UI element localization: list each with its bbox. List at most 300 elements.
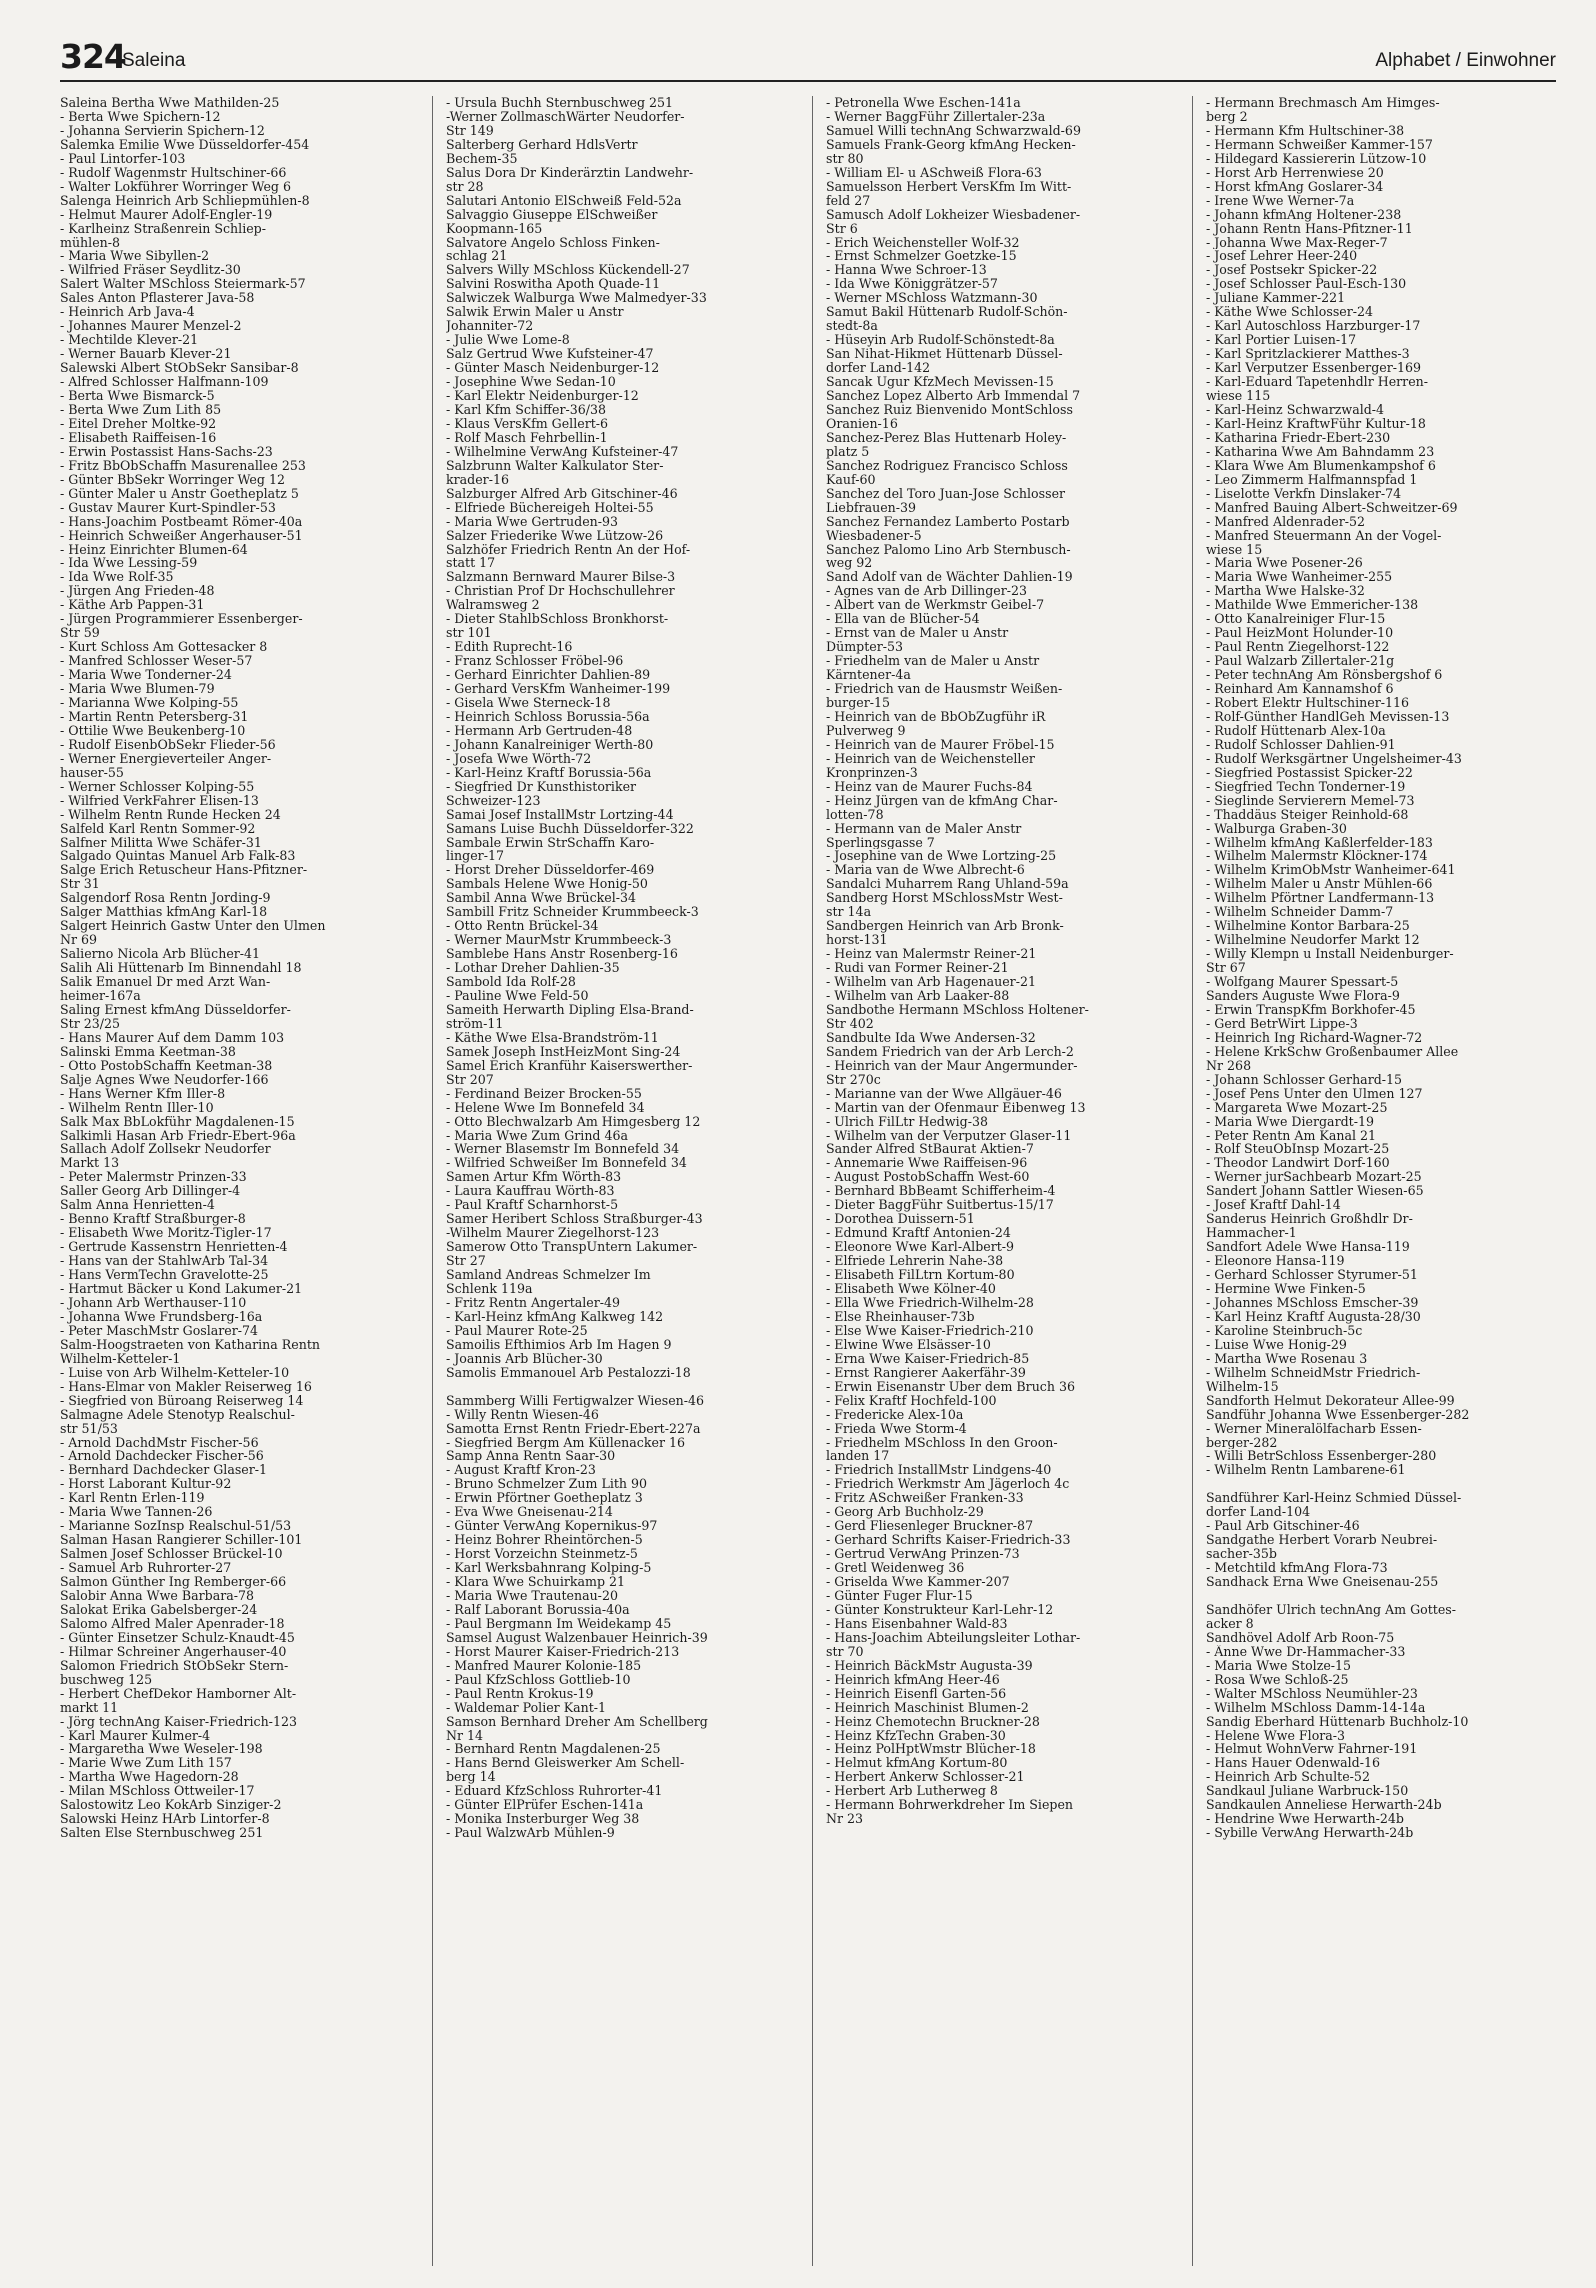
directory-entry: - Johann kfmAng Holtener-238: [1206, 207, 1402, 222]
directory-entry: Str 23/25: [60, 1016, 121, 1031]
directory-entry: - Hans VermTechn Gravelotte-25: [60, 1268, 269, 1283]
directory-entry: - Ernst van de Maler u Anstr: [826, 626, 1009, 641]
directory-entry: Samek Joseph InstHeizMont Sing-24: [446, 1044, 681, 1059]
directory-entry: - Klaus VersKfm Gellert-6: [446, 416, 609, 431]
directory-entry: Samoilis Efthimios Arb Im Hagen 9: [446, 1337, 672, 1352]
directory-entry: - Edith Ruprecht-16: [446, 640, 573, 655]
directory-entry: Salwik Erwin Maler u Anstr: [446, 305, 624, 320]
directory-entry: Sambale Erwin StrSchaffn Karo-: [446, 835, 655, 850]
directory-entry: - Thaddäus Steiger Reinhold-68: [1206, 807, 1409, 822]
directory-entry: Samel Erich Kranführ Kaiserswerther-: [446, 1058, 693, 1073]
directory-entry: - Lothar Dreher Dahlien-35: [446, 961, 620, 976]
directory-entry: - Rudolf Werksgärtner Ungelsheimer-43: [1206, 751, 1462, 766]
directory-entry: Sambold Ida Rolf-28: [446, 975, 576, 989]
directory-entry: Salostowitz Leo KokArb Sinziger-2: [60, 1798, 282, 1813]
directory-entry: - Helene Wwe Im Bonnefeld 34: [446, 1100, 645, 1115]
page-header: [60, 38, 1556, 82]
directory-entry: - Ernst Schmelzer Goetzke-15: [826, 249, 1017, 264]
directory-entry: - Karl Portier Luisen-17: [1206, 333, 1357, 348]
directory-entry: Sandbergen Heinrich van Arb Bronk-: [826, 919, 1064, 934]
directory-entry: - Rolf Masch Fehrbellin-1: [446, 430, 608, 445]
directory-entry: - Karl Heinz Kraftf Augusta-28/30: [1206, 1309, 1421, 1324]
directory-entry: - Hermann Schweißer Kammer-157: [1206, 137, 1433, 152]
directory-entry: - Günter Masch Neidenburger-12: [446, 361, 660, 376]
directory-entry: Samusch Adolf Lokheizer Wiesbadener-: [826, 207, 1081, 222]
directory-entry: Schweizer-123: [446, 793, 541, 808]
directory-entry: Sanchez del Toro Juan-Jose Schlosser: [826, 486, 1066, 501]
directory-entry: - Else Wwe Kaiser-Friedrich-210: [826, 1323, 1034, 1338]
directory-entry: - Manfred Aldenrader-52: [1206, 514, 1366, 529]
directory-entry: - Sieglinde Servierern Memel-73: [1206, 793, 1415, 808]
directory-entry: Johanniter-72: [446, 319, 534, 334]
directory-entry: - Wilhelm Rentn Lambarene-61: [1206, 1463, 1406, 1478]
column-divider: [1192, 96, 1193, 2266]
directory-entry: Hammacher-1: [1206, 1226, 1297, 1241]
directory-entry: - Karl Werksbahnrang Kolping-5: [446, 1561, 652, 1576]
directory-entry: Sandhack Erna Wwe Gneisenau-255: [1206, 1575, 1439, 1589]
directory-entry: - Bernhard Dachdecker Glaser-1: [60, 1463, 268, 1478]
directory-entry: - Heinz PolHptWmstr Blücher-18: [826, 1742, 1036, 1757]
directory-entry: San Nihat-Hikmet Hüttenarb Düssel-: [826, 347, 1063, 362]
directory-entry: - Hans Hauer Odenwald-16: [1206, 1756, 1381, 1771]
directory-entry: Sandhöfer Ulrich technAng Am Gottes-: [1206, 1602, 1457, 1617]
directory-entry: - Werner Mineralölfacharb Essen-: [1206, 1421, 1422, 1436]
page-number: 324: [60, 37, 126, 76]
column-4: [1206, 96, 1561, 2266]
directory-entry: - Robert Elektr Hultschiner-116: [1206, 695, 1410, 710]
directory-entry: - Ida Wwe Lessing-59: [60, 556, 198, 571]
directory-entry: Wilhelm-Ketteler-1: [60, 1351, 181, 1366]
directory-entry: - Eitel Dreher Moltke-92: [60, 416, 217, 431]
directory-entry: lotten-78: [826, 807, 884, 822]
directory-entry: - Mathilde Wwe Emmericher-138: [1206, 598, 1419, 613]
directory-entry: - Reinhard Am Kannamshof 6: [1206, 682, 1394, 696]
directory-entry: sacher-35b: [1206, 1547, 1277, 1562]
directory-entry: - Gerd Fliesenleger Bruckner-87: [826, 1519, 1034, 1534]
directory-entry: - Heinrich Schloss Borussia-56a: [446, 709, 650, 724]
directory-entry: Saling Ernest kfmAng Düsseldorfer-: [60, 1002, 291, 1017]
directory-entry: str 14a: [826, 905, 872, 920]
directory-entry: - Wilhelm van Arb Hagenauer-21: [826, 975, 1036, 989]
directory-entry: - Herbert ChefDekor Hamborner Alt-: [60, 1686, 297, 1701]
directory-entry: Salenga Heinrich Arb Schliepmühlen-8: [60, 193, 310, 208]
directory-entry: - Christian Prof Dr Hochschullehrer: [446, 584, 675, 599]
directory-entry: - Werner Schlosser Kolping-55: [60, 779, 255, 794]
directory-entry: Salgado Quintas Manuel Arb Falk-83: [60, 849, 296, 864]
directory-entry: Nr 268: [1206, 1058, 1252, 1073]
directory-entry: - Paul Walzarb Zillertaler-21g: [1206, 654, 1395, 669]
directory-entry: Salus Dora Dr Kinderärztin Landwehr-: [446, 165, 694, 180]
directory-entry: Koopmann-165: [446, 221, 543, 236]
directory-entry: ström-11: [446, 1016, 504, 1031]
directory-entry: - Paul Maurer Rote-25: [446, 1323, 588, 1338]
directory-entry: Samai Josef InstallMstr Lortzing-44: [446, 807, 674, 822]
directory-entry: - Benno Kraftf Straßburger-8: [60, 1212, 246, 1227]
directory-entry: - Marianne SozInsp Realschul-51/53: [60, 1519, 292, 1534]
directory-entry: - Marianna Wwe Kolping-55: [60, 695, 239, 710]
directory-entry: - Maria Wwe Stolze-15: [1206, 1658, 1352, 1673]
directory-entry: - Arnold Dachdecker Fischer-56: [60, 1449, 264, 1464]
directory-entry: - Werner jurSachbearb Mozart-25: [1206, 1170, 1422, 1185]
directory-entry: - Rudolf Hüttenarb Alex-10a: [1206, 723, 1386, 738]
directory-entry: Kronprinzen-3: [826, 765, 918, 780]
directory-entry: Salger Matthias kfmAng Karl-18: [60, 905, 268, 920]
directory-entry: - Erwin Eisenanstr Über dem Bruch 36: [826, 1379, 1075, 1394]
directory-entry: - Rudolf Wagenmstr Hultschiner-66: [60, 165, 287, 180]
directory-entry: - Karl Maurer Kulmer-4: [60, 1728, 211, 1743]
directory-entry: - Hermann Brechmasch Am Himges-: [1206, 96, 1440, 110]
directory-entry: [446, 1380, 801, 1394]
directory-entry: Samuelsson Herbert VersKfm Im Witt-: [826, 179, 1072, 194]
directory-entry: Sambill Fritz Schneider Krummbeeck-3: [446, 905, 699, 920]
directory-entry: Str 27: [446, 1254, 486, 1269]
directory-entry: - Helene KrkSchw Großenbaumer Allee: [1206, 1044, 1459, 1059]
directory-entry: - Eleonore Hansa-119: [1206, 1254, 1345, 1269]
directory-entry: - Maria Wwe Tannen-26: [60, 1505, 213, 1520]
directory-entry: Sandkaulen Anneliese Herwarth-24b: [1206, 1798, 1442, 1813]
directory-entry: Sand Adolf van de Wächter Dahlien-19: [826, 570, 1073, 585]
directory-entry: - Martha Wwe Hagedorn-28: [60, 1770, 239, 1785]
directory-entry: Salje Agnes Wwe Neudorfer-166: [60, 1072, 269, 1087]
directory-entry: Samer Heribert Schloss Straßburger-43: [446, 1212, 703, 1227]
directory-entry: Samuel Willi technAng Schwarzwald-69: [826, 123, 1081, 138]
directory-entry: - Günter Maler u Anstr Goetheplatz 5: [60, 486, 299, 501]
directory-entry: - Ferdinand Beizer Brocken-55: [446, 1086, 642, 1101]
directory-entry: Salomon Friedrich StObSekr Stern-: [60, 1658, 289, 1673]
directory-entry: - Manfred Maurer Kolonie-185: [446, 1658, 642, 1673]
section-title: Alphabet / Einwohner: [1375, 50, 1556, 71]
directory-entry: - Wilhelm kfmAng Kaßlerfelder-183: [1206, 835, 1433, 850]
directory-entry: str 28: [446, 179, 484, 194]
directory-entry: - Felix Kraftf Hochfeld-100: [826, 1393, 997, 1408]
directory-entry: linger-17: [446, 849, 504, 864]
directory-entry: - Heinrich Eisenfl Garten-56: [826, 1686, 1007, 1701]
directory-entry: - Paul Rentn Krokus-19: [446, 1686, 594, 1701]
directory-entry: Salk Max BbLokführ Magdalenen-15: [60, 1114, 295, 1129]
directory-entry: - Paul Kraftf Scharnhorst-5: [446, 1198, 619, 1213]
directory-entry: Sameith Herwarth Dipling Elsa-Brand-: [446, 1002, 694, 1017]
directory-entry: Sandkaul Juliane Warbruck-150: [1206, 1784, 1409, 1799]
directory-entry: - Kurt Schloss Am Gottesacker 8: [60, 640, 268, 655]
directory-entry: - Albert van de Werkmstr Geibel-7: [826, 598, 1045, 613]
directory-entry: - Josef Schlosser Paul-Esch-130: [1206, 277, 1407, 292]
directory-entry: Sanders Auguste Wwe Flora-9: [1206, 989, 1400, 1003]
directory-entry: - Heinrich kfmAng Heer-46: [826, 1672, 1000, 1687]
directory-entry: Kärntener-4a: [826, 668, 911, 683]
directory-entry: - Otto Blechwalzarb Am Himgesberg 12: [446, 1114, 701, 1129]
directory-entry: Salfner Militta Wwe Schäfer-31: [60, 835, 262, 850]
directory-entry: - Wilhelm Malermstr Klöckner-174: [1206, 849, 1428, 864]
directory-entry: - Bernhard Rentn Magdalenen-25: [446, 1742, 661, 1757]
directory-entry: Salih Ali Hüttenarb Im Binnendahl 18: [60, 961, 302, 976]
directory-entry: burger-15: [826, 695, 891, 710]
directory-entry: - Werner BaggFühr Zillertaler-23a: [826, 109, 1046, 124]
directory-entry: horst-131: [826, 933, 888, 948]
directory-entry: - Agnes van de Arb Dillinger-23: [826, 584, 1028, 599]
directory-entry: - Siegfried Dr Kunsthistoriker: [446, 779, 637, 794]
directory-entry: - Arnold DachdMstr Fischer-56: [60, 1435, 259, 1450]
directory-entry: - Eduard KfzSchloss Ruhrorter-41: [446, 1784, 663, 1799]
directory-entry: Samerow Otto TranspUntern Lakumer-: [446, 1240, 698, 1255]
directory-entry: stedt-8a: [826, 319, 878, 334]
directory-entry: - Hans-Joachim Abteilungsleiter Lothar-: [826, 1630, 1081, 1645]
directory-entry: - Katharina Friedr-Ebert-230: [1206, 430, 1391, 445]
directory-entry: Samans Luise Buchh Düsseldorfer-322: [446, 821, 694, 836]
directory-entry: - Johanna Servierin Spichern-12: [60, 123, 265, 138]
directory-entry: - Paul Bergmann Im Weidekamp 45: [446, 1616, 672, 1631]
directory-entry: - Günter BbSekr Worringer Weg 12: [60, 472, 285, 487]
directory-entry: - Ulrich FilLtr Hedwig-38: [826, 1114, 989, 1129]
directory-entry: - Gerd BetrWirt Lippe-3: [1206, 1016, 1358, 1031]
directory-entry: - Martin Rentn Petersberg-31: [60, 709, 249, 724]
directory-entry: Sperlingsgasse 7: [826, 835, 935, 850]
directory-entry: - Dieter BaggFühr Suitbertus-15/17: [826, 1198, 1054, 1213]
directory-entry: Saller Georg Arb Dillinger-4: [60, 1184, 241, 1199]
directory-entry: str 101: [446, 626, 492, 641]
directory-entry: Salowski Heinz HArb Lintorfer-8: [60, 1812, 270, 1827]
directory-entry: Samen Artur Kfm Wörth-83: [446, 1170, 622, 1185]
directory-entry: - Horst Arb Herrenwiese 20: [1206, 165, 1384, 180]
directory-entry: - Martha Wwe Rosenau 3: [1206, 1351, 1368, 1366]
directory-entry: statt 17: [446, 556, 496, 571]
directory-entry: Sandführer Karl-Heinz Schmied Düssel-: [1206, 1491, 1462, 1506]
directory-entry: - Heinrich Ing Richard-Wagner-72: [1206, 1030, 1423, 1045]
directory-entry: Str 207: [446, 1072, 494, 1087]
directory-entry: Sambals Helene Wwe Honig-50: [446, 877, 648, 892]
directory-entry: - Hermann Bohrwerkdreher Im Siepen: [826, 1798, 1074, 1813]
directory-entry: Schlenk 119a: [446, 1282, 533, 1296]
directory-entry: Salgert Heinrich Gastw Unter den Ulmen: [60, 919, 326, 934]
directory-entry: - Elfriede Lehrerin Nahe-38: [826, 1254, 1004, 1269]
directory-entry: - Josephine Wwe Sedan-10: [446, 375, 616, 390]
directory-entry: Salutari Antonio ElSchweiß Feld-52a: [446, 193, 682, 208]
directory-entry: Str 67: [1206, 961, 1246, 976]
directory-entry: - Siegfried von Büroang Reiserweg 14: [60, 1393, 304, 1408]
directory-entry: - Maria Wwe Trautenau-20: [446, 1588, 618, 1603]
directory-entry: - Wilhelm MSchloss Damm-14-14a: [1206, 1700, 1426, 1715]
directory-entry: - Monika Insterburger Weg 38: [446, 1812, 640, 1827]
directory-entry: - Wilhelm Rentn Runde Hecken 24: [60, 807, 281, 822]
directory-entry: - Dieter StahlbSchloss Bronkhorst-: [446, 612, 669, 627]
directory-entry: - Maria Wwe Tonderner-24: [60, 668, 232, 683]
directory-entry: - Günter Konstrukteur Karl-Lehr-12: [826, 1602, 1054, 1617]
directory-entry: - Hans-Elmar von Makler Reiserweg 16: [60, 1379, 312, 1394]
directory-entry: Wiesbadener-5: [826, 528, 922, 543]
directory-entry: berger-282: [1206, 1435, 1278, 1450]
directory-entry: Sallach Adolf Zollsekr Neudorfer: [60, 1142, 271, 1157]
directory-entry: [1206, 1589, 1561, 1603]
directory-entry: - Heinrich van der Maur Angermunder-: [826, 1058, 1078, 1073]
directory-entry: - Gisela Wwe Sterneck-18: [446, 695, 611, 710]
directory-entry: Salman Hasan Rangierer Schiller-101: [60, 1533, 303, 1548]
directory-entry: - Wolfgang Maurer Spessart-5: [1206, 975, 1399, 989]
directory-entry: - Laura Kauffrau Wörth-83: [446, 1184, 615, 1199]
directory-entry: Samotta Ernst Rentn Friedr-Ebert-227a: [446, 1421, 701, 1436]
directory-entry: Nr 23: [826, 1812, 864, 1827]
directory-entry: - Friedrich Werkmstr Am Jägerloch 4c: [826, 1477, 1070, 1492]
directory-entry: Nr 14: [446, 1728, 484, 1743]
directory-entry: Salobir Anna Wwe Barbara-78: [60, 1588, 255, 1603]
directory-entry: - Paul Lintorfer-103: [60, 151, 186, 166]
directory-entry: - Werner MSchloss Watzmann-30: [826, 291, 1038, 306]
directory-entry: schlag 21: [446, 249, 508, 264]
directory-entry: Samp Anna Rentn Saar-30: [446, 1449, 616, 1464]
directory-entry: Salfeld Karl Rentn Sommer-92: [60, 821, 256, 836]
directory-entry: - William El- u ASchweiß Flora-63: [826, 165, 1042, 180]
directory-entry: - Heinz van Malermstr Reiner-21: [826, 947, 1037, 962]
directory-entry: - Paul Rentn Ziegelhorst-122: [1206, 640, 1390, 655]
directory-entry: - Klara Wwe Am Blumenkampshof 6: [1206, 458, 1436, 473]
directory-entry: Sandig Eberhard Hüttenarb Buchholz-10: [1206, 1714, 1469, 1729]
directory-entry: - Karl Kfm Schiffer-36/38: [446, 402, 607, 417]
directory-entry: Str 6: [826, 221, 858, 236]
directory-entry: - Käthe Wwe Elsa-Brandström-11: [446, 1030, 659, 1045]
directory-entry: - Karl Spritzlackierer Matthes-3: [1206, 347, 1410, 362]
directory-entry: - Marie Wwe Zum Lith 157: [60, 1756, 232, 1771]
directory-entry: - Johann Kanalreiniger Werth-80: [446, 737, 654, 752]
directory-entry: - Gerhard Schrifts Kaiser-Friedrich-33: [826, 1533, 1071, 1548]
directory-entry: Sandert Johann Sattler Wiesen-65: [1206, 1184, 1424, 1199]
directory-entry: - Peter Malermstr Prinzen-33: [60, 1170, 247, 1185]
directory-entry: Salinski Emma Keetman-38: [60, 1044, 236, 1059]
directory-entry: Salemka Emilie Wwe Düsseldorfer-454: [60, 137, 310, 152]
directory-entry: - Fritz Rentn Angertaler-49: [446, 1295, 621, 1310]
directory-entry: - Ida Wwe Rolf-35: [60, 570, 174, 585]
directory-entry: - Werner MaurMstr Krummbeeck-3: [446, 933, 672, 948]
directory-entry: - Josef Pens Unter den Ulmen 127: [1206, 1086, 1423, 1101]
directory-entry: - Berta Wwe Spichern-12: [60, 109, 221, 124]
directory-entry: Samolis Emmanouel Arb Pestalozzi-18: [446, 1365, 691, 1380]
directory-entry: - Martha Wwe Halske-32: [1206, 584, 1365, 599]
directory-entry: Sambil Anna Wwe Brückel-34: [446, 891, 637, 906]
directory-entry: - Otto Rentn Brückel-34: [446, 919, 599, 934]
directory-entry: - Otto PostobSchaffn Keetman-38: [60, 1058, 273, 1073]
directory-entry: - Metchtild kfmAng Flora-73: [1206, 1561, 1388, 1576]
directory-entry: - Else Rheinhauser-73b: [826, 1309, 975, 1324]
directory-entry: - Hans Werner Kfm Iller-8: [60, 1086, 226, 1101]
directory-entry: Salvaggio Giuseppe ElSchweißer: [446, 207, 658, 222]
directory-entry: Kauf-60: [826, 472, 876, 487]
directory-entry: - Edmund Kraftf Antonien-24: [826, 1226, 1011, 1241]
directory-entry: Sanchez Rodriguez Francisco Schloss: [826, 458, 1068, 473]
directory-entry: - Friedrich van de Hausmstr Weißen-: [826, 682, 1063, 696]
directory-entry: - Hildegard Kassiererin Lützow-10: [1206, 151, 1427, 166]
directory-entry: Salterberg Gerhard HdlsVertr: [446, 137, 638, 152]
directory-entry: - Hartmut Bäcker u Kond Lakumer-21: [60, 1282, 303, 1296]
directory-entry: - Maria Wwe Zum Grind 46a: [446, 1128, 629, 1143]
directory-entry: Salmen Josef Schlosser Brückel-10: [60, 1547, 283, 1562]
directory-entry: landen 17: [826, 1449, 890, 1464]
directory-entry: - Maria Wwe Wanheimer-255: [1206, 570, 1393, 585]
directory-entry: - Wilfried Schweißer Im Bonnefeld 34: [446, 1156, 687, 1171]
directory-entry: - Irene Wwe Werner-7a: [1206, 193, 1355, 208]
directory-entry: - Maria Wwe Gertruden-93: [446, 514, 619, 529]
directory-entry: - Johanna Wwe Max-Reger-7: [1206, 235, 1388, 250]
directory-entry: - Rolf SteuObInsp Mozart-25: [1206, 1142, 1390, 1157]
directory-entry: Sander Alfred StBaurat Aktien-7: [826, 1142, 1034, 1157]
directory-entry: wiese 115: [1206, 389, 1271, 403]
directory-entry: - Heinrich Arb Java-4: [60, 305, 195, 320]
directory-entry: krader-16: [446, 472, 509, 487]
directory-entry: - Heinz Chemotechn Bruckner-28: [826, 1714, 1040, 1729]
directory-entry: Salewski Albert StObSekr Sansibar-8: [60, 361, 299, 376]
directory-entry: - Josef Postsekr Spicker-22: [1206, 263, 1378, 278]
directory-entry: - Leo Zimmerm Halfmannspfad 1: [1206, 472, 1418, 487]
directory-entry: - Helmut kfmAng Kortum-80: [826, 1756, 1008, 1771]
directory-entry: - Karl-Eduard Tapetenhdlr Herren-: [1206, 375, 1429, 390]
directory-entry: Dümpter-53: [826, 640, 904, 655]
directory-entry: - Helene Wwe Flora-3: [1206, 1728, 1346, 1743]
directory-entry: Pulverweg 9: [826, 723, 906, 738]
directory-entry: - Herbert Arb Lutherweg 8: [826, 1784, 998, 1799]
directory-entry: - Karoline Steinbruch-5c: [1206, 1323, 1363, 1338]
directory-entry: Samut Bakil Hüttenarb Rudolf-Schön-: [826, 305, 1068, 320]
directory-entry: Salvers Willy MSchloss Kückendell-27: [446, 263, 690, 278]
directory-entry: - Rudolf EisenbObSekr Flieder-56: [60, 737, 276, 752]
directory-entry: str 80: [826, 151, 864, 166]
directory-entry: - Petronella Wwe Eschen-141a: [826, 96, 1021, 110]
directory-entry: - Hermann van de Maler Anstr: [826, 821, 1022, 836]
directory-entry: Salert Walter MSchloss Steiermark-57: [60, 277, 306, 292]
directory-entry: - Heinrich van de BbObZugführ iR: [826, 709, 1046, 724]
directory-entry: - Wilhelm SchneidMstr Friedrich-: [1206, 1365, 1421, 1380]
directory-entry: - Heinrich Maschinist Blumen-2: [826, 1700, 1029, 1715]
directory-entry: - Waldemar Polier Kant-1: [446, 1700, 607, 1715]
directory-entry: - Elfriede Büchereigeh Holtei-55: [446, 500, 654, 515]
directory-entry: Salomo Alfred Maler Apenrader-18: [60, 1616, 285, 1631]
directory-entry: - Erna Wwe Kaiser-Friedrich-85: [826, 1351, 1030, 1366]
directory-entry: - Walter MSchloss Neumühler-23: [1206, 1686, 1418, 1701]
directory-entry: - Siegfried Techn Tonderner-19: [1206, 779, 1406, 794]
directory-entry: - Margareta Wwe Mozart-25: [1206, 1100, 1388, 1115]
directory-entry: - Ralf Laborant Borussia-40a: [446, 1602, 630, 1617]
directory-entry: - Johann Schlosser Gerhard-15: [1206, 1072, 1403, 1087]
directory-entry: - Josef Lehrer Heer-240: [1206, 249, 1358, 264]
directory-entry: - Wilhelmine Kontor Barbara-25: [1206, 919, 1410, 934]
directory-entry: - Julie Wwe Lome-8: [446, 333, 570, 348]
directory-entry: - Elisabeth Raiffeisen-16: [60, 430, 217, 445]
directory-entry: Salvatore Angelo Schloss Finken-: [446, 235, 660, 250]
directory-entry: - Peter MaschMstr Goslarer-74: [60, 1323, 259, 1338]
directory-entry: hauser-55: [60, 765, 124, 780]
directory-entry: Salierno Nicola Arb Blücher-41: [60, 947, 261, 962]
directory-entry: - Gretl Weidenweg 36: [826, 1561, 965, 1576]
directory-entry: - Käthe Arb Pappen-31: [60, 598, 205, 613]
directory-entry: - Hanna Wwe Schroer-13: [826, 263, 987, 278]
directory-entry: - Fredericke Alex-10a: [826, 1407, 964, 1422]
directory-entry: - Josephine van de Wwe Lortzing-25: [826, 849, 1057, 864]
directory-entry: - Peter Rentn Am Kanal 21: [1206, 1128, 1377, 1143]
directory-entry: Salten Else Sternbuschweg 251: [60, 1826, 264, 1841]
directory-entry: - Karl Elektr Neidenburger-12: [446, 389, 639, 403]
directory-entry: - Manfred Steuermann An der Vogel-: [1206, 528, 1442, 543]
directory-entry: - Ottilie Wwe Beukenberg-10: [60, 723, 246, 738]
directory-entry: - Friedrich InstallMstr Lindgens-40: [826, 1463, 1052, 1478]
directory-entry: - Georg Arb Buchholz-29: [826, 1505, 984, 1520]
directory-entry: Str 402: [826, 1016, 874, 1031]
directory-entry: - Gerhard Schlosser Styrumer-51: [1206, 1268, 1418, 1283]
directory-columns: [60, 96, 1556, 2266]
directory-entry: - Karl-Heinz kfmAng Kalkweg 142: [446, 1309, 664, 1324]
directory-entry: - Wilhelm Rentn Iller-10: [60, 1100, 214, 1115]
directory-entry: - Johannes MSchloss Emscher-39: [1206, 1295, 1419, 1310]
directory-entry: Sanchez Lopez Alberto Arb Immendal 7: [826, 389, 1081, 403]
directory-entry: - Fritz ASchweißer Franken-33: [826, 1491, 1024, 1506]
directory-entry: Salzmann Bernward Maurer Bilse-3: [446, 570, 676, 585]
directory-entry: -Werner ZollmaschWärter Neudorfer-: [446, 109, 685, 124]
directory-entry: heimer-167a: [60, 989, 141, 1003]
directory-entry: - Änne Wwe Dr-Hammacher-33: [1206, 1644, 1406, 1659]
